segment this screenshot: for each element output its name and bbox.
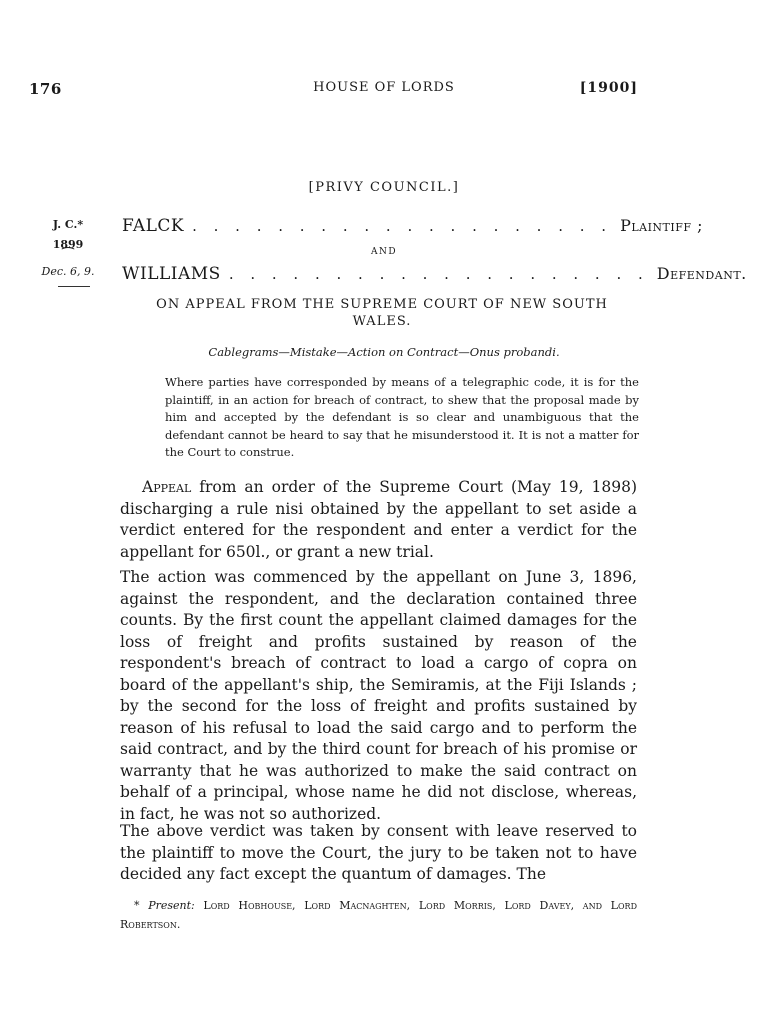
parties-conjunction: AND (370, 247, 398, 257)
body-paragraph (120, 477, 637, 563)
paragraph-text: from an order of the Supreme Court (May 19, 1898) discharging a rule nisi obtained by the appellant to set aside a verdict entered for the respondent and enter a verdict for the appellant for 650l., or grant a new trial. (120, 478, 637, 561)
volume-year: [1900] (579, 80, 638, 96)
plaintiff-name: FALCK (122, 216, 185, 236)
plaintiff-role: Plaintiff ; (620, 216, 703, 235)
defendant-row (122, 264, 747, 284)
defendant-role: Defendant. (656, 264, 747, 283)
margin-rule (58, 286, 90, 287)
footnote-present-label: Present: (148, 899, 195, 912)
defendant-name: WILLIAMS (122, 264, 221, 284)
headnote: Where parties have corresponded by means of a telegraphic code, it is for the plaintiff, in an action for breach of contract, to shew that the proposal made by him and accepted by the defendant is so clear and unambiguous that the defendant cannot be heard to say that he misunderstood it. It is not a matter for the Court to construe. (165, 375, 639, 459)
margin-tilde-mark: ⁀ (62, 248, 74, 264)
body-paragraph: The above verdict was taken by consent with leave reserved to the plaintiff to move the Court, the jury to be taken not to have decided any fact except the quantum of damages. The (120, 822, 637, 883)
paragraph-lead: Appeal (142, 478, 192, 496)
footnote-names: Lord Hobhouse, Lord Macnaghten, Lord Morris, Lord Davey, and Lord Robertson. (120, 899, 637, 931)
body-paragraph: The action was commenced by the appellant on June 3, 1896, against the respondent, and the declaration contained three counts. By the first count the appellant claimed damages for the loss of freight and profits sustained by reason of the respondent's breach of contract to load a cargo of copra on board of the appellant's ship, the Semiramis, at the Fiji Islands ; by the second for the loss of freight and profits sustained by reason of his refusal to load the said cargo and to perform the said contract, and by the third count for breach of his promise or warranty that he was authorized to make the said contract on behalf of a principal, whose name he did not disclose, whereas, in fact, he was not so authorized. (120, 568, 637, 823)
page-number: 176 (29, 80, 62, 98)
footnote (120, 896, 637, 934)
margin-jc: J. C.* (52, 218, 84, 231)
leader-dots: . . . . . . . . . . . . . . . . . . . . (228, 265, 649, 283)
court-heading: [PRIVY COUNCIL.] (308, 180, 460, 195)
footnote-marker: * (134, 899, 149, 912)
appeal-heading: ON APPEAL FROM THE SUPREME COURT OF NEW SOUTH WALES. (156, 297, 608, 329)
leader-dots: . . . . . . . . . . . . . . . . . . . . (192, 217, 613, 235)
running-head: HOUSE OF LORDS (313, 80, 455, 95)
margin-date: Dec. 6, 9. (41, 265, 95, 278)
plaintiff-row (122, 216, 703, 236)
margin-year: 1899 (52, 238, 84, 251)
catchwords: Cablegrams—Mistake—Action on Contract—Onus probandi. (208, 345, 560, 359)
